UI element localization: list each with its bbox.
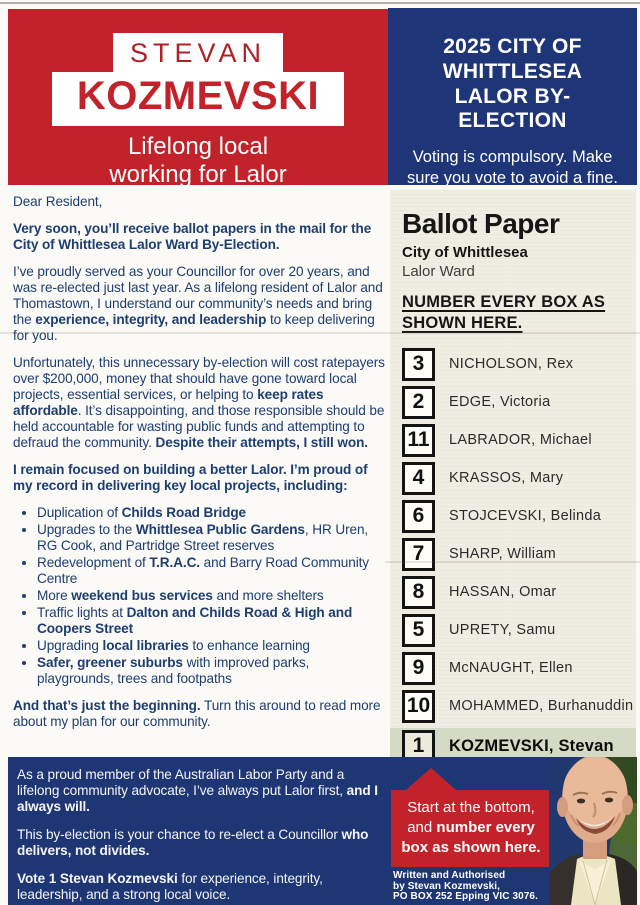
authorisation-line: Written and Authorised	[393, 870, 506, 881]
ballot-number-box: 7	[402, 538, 435, 571]
ballot-number-box: 1	[402, 730, 435, 763]
ballot-row	[402, 652, 636, 685]
ballot-number-box: 3	[402, 348, 435, 381]
achievement-item: • Duplication of Childs Road Bridge	[37, 505, 387, 521]
ballot-row	[402, 690, 636, 723]
ballot-row	[402, 576, 636, 609]
candidate-first-name: STEVAN	[129, 38, 267, 68]
achievements-list	[13, 505, 387, 687]
candidate-name: UPRETY, Samu	[449, 622, 556, 639]
achievement-item: • Upgrading local libraries to enhance learning	[37, 638, 387, 654]
candidate-name: LABRADOR, Michael	[449, 432, 592, 449]
ballot-row	[402, 500, 636, 533]
footer-paragraph: Vote 1 Stevan Kozmevski for experience, integrity, leadership, and a strong local voice.	[17, 871, 323, 902]
candidate-list	[402, 348, 636, 765]
ballot-number-box: 2	[402, 386, 435, 419]
ballot-subtitle-council: City of Whittlesea	[402, 244, 528, 261]
ballot-number-box: 5	[402, 614, 435, 647]
ballot-subtitle-ward: Lalor Ward	[402, 263, 475, 280]
brand-header	[8, 9, 388, 189]
candidate-name: NICHOLSON, Rex	[449, 356, 574, 373]
ballot-row	[402, 424, 636, 457]
ballot-panel	[390, 190, 636, 757]
ballot-row	[402, 614, 636, 647]
fold-crease	[0, 332, 640, 334]
ballot-number-box: 6	[402, 500, 435, 533]
achievement-item: • Redevelopment of T.R.A.C. and Barry Road Community Centre	[37, 555, 387, 587]
candidate-name: SHARP, William	[449, 546, 557, 563]
closing-paragraph: And that’s just the beginning. Turn this around to read more about my plan for our community.	[13, 698, 381, 729]
footer-paragraphs	[17, 767, 379, 905]
start-instruction-box: Start at the bottom, and number every box as shown here.	[391, 790, 551, 867]
letter-body	[13, 194, 387, 730]
ballot-title: Ballot Paper	[402, 208, 560, 239]
achievement-item: • More weekend bus services and more shelters	[37, 588, 387, 604]
ballot-number-box: 8	[402, 576, 435, 609]
letter-paragraphs	[13, 221, 387, 494]
candidate-name: HASSAN, Omar	[449, 584, 557, 601]
ballot-number-box: 11	[402, 424, 435, 457]
first-name-band	[113, 33, 283, 72]
ballot-row	[402, 348, 636, 381]
candidate-name: KOZMEVSKI, Stevan	[449, 736, 614, 755]
candidate-name: MOHAMMED, Burhanuddin	[449, 698, 634, 715]
ballot-row	[402, 462, 636, 495]
candidate-photo	[549, 757, 637, 905]
ballot-number-box: 4	[402, 462, 435, 495]
ballot-number-box: 10	[402, 690, 435, 723]
ballot-instruction: NUMBER EVERY BOX AS SHOWN HERE.	[402, 293, 606, 333]
achievement-item: • Upgrades to the Whittlesea Public Gardens, HR Uren, RG Cook, and Partridge Street reserves	[37, 522, 387, 554]
ballot-row	[402, 538, 636, 571]
achievement-item: • Traffic lights at Dalton and Childs Road & High and Coopers Street	[37, 605, 387, 637]
authorisation-line: PO BOX 252 Epping VIC 3076.	[393, 891, 538, 902]
election-header	[388, 8, 637, 185]
last-name-band	[52, 72, 344, 126]
election-note: Voting is compulsory. Make sure you vote to avoid a fine.	[407, 148, 618, 187]
tagline-line-2: working for Lalor	[109, 161, 287, 189]
footer-paragraph: This by-election is your chance to re-elect a Councillor who delivers, not divides.	[17, 827, 369, 858]
footer-band	[8, 757, 637, 905]
candidate-name: STOJCEVSKI, Belinda	[449, 508, 602, 525]
letter-paragraph: I remain focused on building a better Lalor. I’m proud of my record in delivering key local projects, including:	[13, 462, 368, 493]
letter-paragraph: Very soon, you’ll receive ballot papers in the mail for the City of Whittlesea Lalor Ward By-Election.	[13, 221, 372, 252]
authorisation-text	[393, 871, 538, 903]
candidate-name: McNAUGHT, Ellen	[449, 660, 573, 677]
election-title: 2025 CITY OF WHITTLESEA LALOR BY-ELECTION	[442, 35, 583, 133]
candidate-name: EDGE, Victoria	[449, 394, 551, 411]
letter-paragraph: I’ve proudly served as your Councillor for over 20 years, and was re-elected just last year. As a lifelong resident of Lalor and Thomastown, I understand our community’s needs and bring the experience, integrity, and leadership to keep delivering for you.	[13, 264, 383, 343]
scan-edge-line	[0, 2, 640, 4]
candidate-last-name: KOZMEVSKI	[76, 74, 320, 118]
fold-crease	[385, 561, 640, 563]
footer-paragraph: As a proud member of the Australian Labor Party and a lifelong community advocate, I’ve always put Lalor first, and I always will.	[17, 767, 378, 814]
achievement-item: • Safer, greener suburbs with improved parks, playgrounds, trees and footpaths	[37, 655, 387, 687]
ballot-number-box: 9	[402, 652, 435, 685]
tagline-line-1: Lifelong local	[127, 133, 269, 160]
candidate-name: KRASSOS, Mary	[449, 470, 564, 487]
authorisation-line: by Stevan Kozmevski,	[393, 880, 501, 892]
salutation: Dear Resident,	[13, 194, 103, 209]
arrow-up-icon	[406, 768, 456, 790]
ballot-row	[402, 386, 636, 419]
letter-paragraph: Unfortunately, this unnecessary by-election will cost ratepayers over $200,000, money that should have gone toward local projects, essential services, or helping to keep rates affordable. It’s disappointing, and those responsible should be held accountable for wasting public funds and attempting to defraud the community. Despite their attempts, I still won.	[13, 355, 385, 450]
campaign-tagline	[8, 133, 388, 189]
